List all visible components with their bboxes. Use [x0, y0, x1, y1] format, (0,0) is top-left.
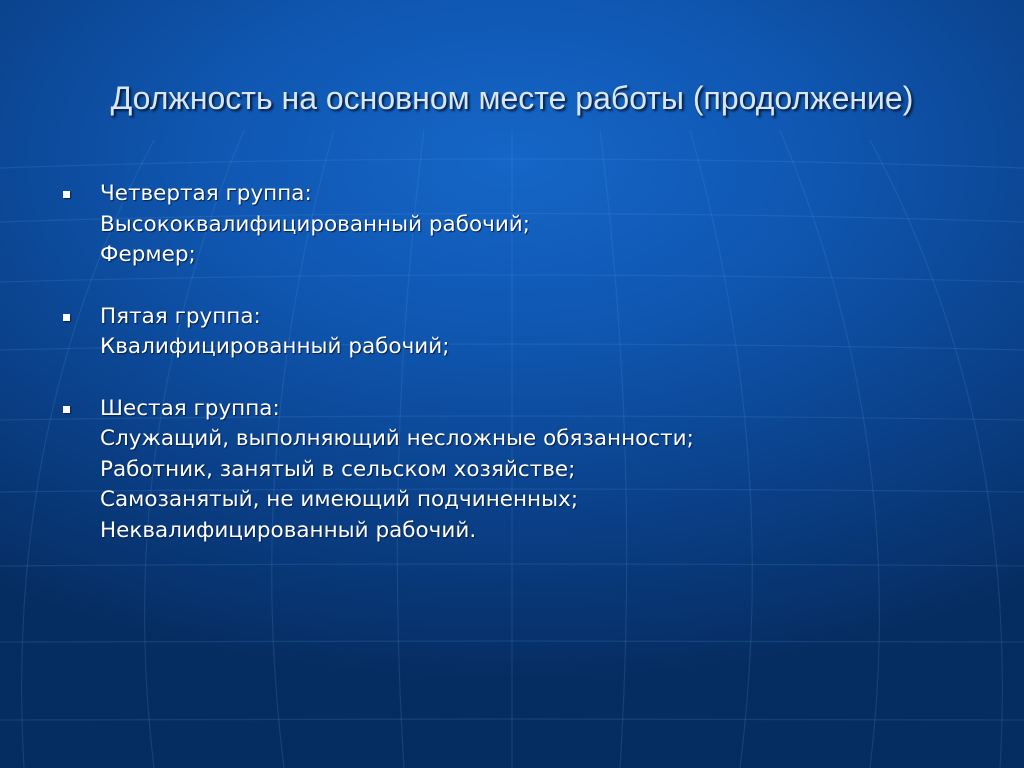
group-item-sixth: [0, 394, 1000, 547]
square-bullet-icon: [63, 314, 70, 321]
square-bullet-icon: [63, 406, 70, 413]
group-entry: Квалифицированный рабочий;: [100, 334, 450, 359]
group-entry: Высококвалифицированный рабочий;: [100, 211, 531, 237]
group-item-fifth: [0, 302, 1000, 363]
group-heading: Шестая группа:: [100, 395, 280, 421]
group-entry: Работник, занятый в сельском хозяйстве;: [100, 456, 576, 482]
group-heading: Четвертая группа:: [100, 181, 312, 206]
group-entry: Служащий, выполняющий несложные обязанности;: [100, 426, 694, 451]
slide-title: Должность на основном месте работы (продолжение): [110, 80, 914, 116]
group-list: [0, 179, 1000, 577]
square-bullet-icon: [63, 191, 70, 198]
group-entry: Фермер;: [100, 242, 196, 267]
group-heading: Пятая группа:: [100, 303, 261, 329]
group-entry: Неквалифицированный рабочий.: [100, 517, 477, 543]
group-item-fourth: [0, 179, 1000, 271]
group-entry: Самозанятый, не имеющий подчиненных;: [100, 487, 579, 512]
